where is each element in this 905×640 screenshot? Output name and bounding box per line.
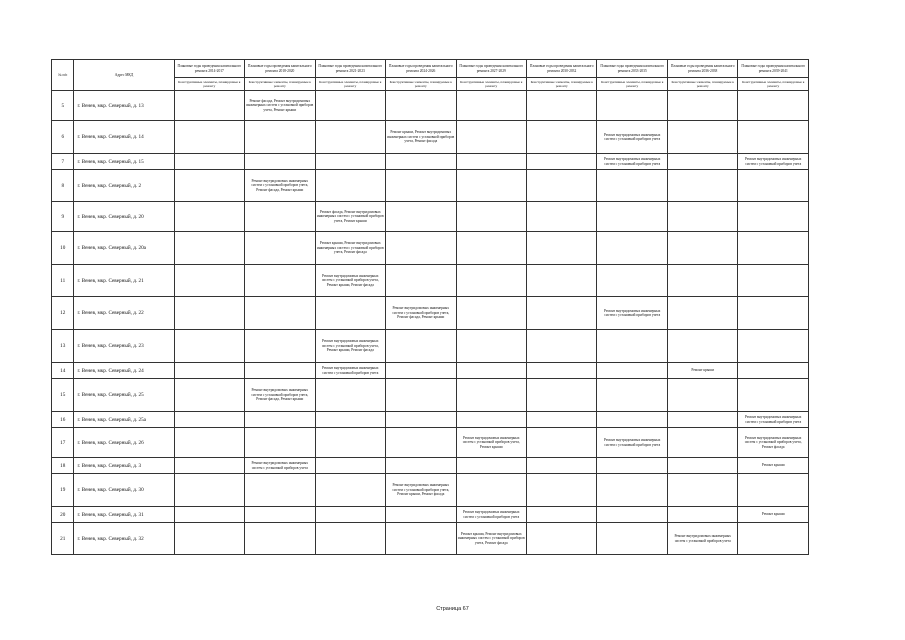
repair-cell bbox=[456, 91, 526, 121]
repair-cell bbox=[386, 428, 456, 458]
repair-cell: Ремонт внутридомовых инженерных систем с установкой приборов учета bbox=[738, 154, 809, 170]
repair-cell bbox=[527, 202, 597, 232]
repair-cell bbox=[386, 458, 456, 474]
row-number: 9 bbox=[52, 202, 74, 232]
repair-cell bbox=[527, 297, 597, 330]
repair-cell bbox=[456, 232, 526, 265]
repair-cell bbox=[456, 297, 526, 330]
row-address: г. Венев, мкр. Северный, д. 20 bbox=[74, 202, 174, 232]
repair-cell bbox=[245, 121, 315, 154]
subheader-cell: Конструктивные элементы, планируемые к ремонту bbox=[315, 78, 385, 91]
repair-cell bbox=[456, 379, 526, 412]
repair-cell: Ремонт внутридомовых инженерных систем с установкой приборов учета bbox=[667, 523, 737, 555]
repair-cell bbox=[456, 265, 526, 297]
row-address: г. Венев, мкр. Северный, д. 25 bbox=[74, 379, 174, 412]
repair-cell bbox=[456, 474, 526, 507]
repair-cell bbox=[456, 412, 526, 428]
repair-cell bbox=[174, 412, 244, 428]
repair-cell bbox=[667, 507, 737, 523]
table-row bbox=[52, 458, 809, 474]
table-row bbox=[52, 121, 809, 154]
repair-cell bbox=[174, 121, 244, 154]
repair-cell bbox=[738, 330, 809, 363]
repair-cell bbox=[597, 330, 667, 363]
repair-cell bbox=[667, 412, 737, 428]
repair-cell bbox=[667, 121, 737, 154]
repair-cell bbox=[386, 379, 456, 412]
repair-cell bbox=[667, 297, 737, 330]
repair-cell: Ремонт внутридомовых инженерных систем с установкой приборов учета, Ремонт фасада, Ремонт крыши bbox=[386, 297, 456, 330]
repair-cell bbox=[174, 330, 244, 363]
header-period: Плановые годы проведения капитального ремонта 2014-2017 bbox=[174, 60, 244, 78]
header-period: Плановые годы проведения капитального ремонта 2024-2026 bbox=[386, 60, 456, 78]
repair-cell bbox=[174, 458, 244, 474]
table-row bbox=[52, 412, 809, 428]
row-address: г. Венев, мкр. Северный, д. 21 bbox=[74, 265, 174, 297]
repair-cell bbox=[667, 265, 737, 297]
repair-cell bbox=[527, 363, 597, 379]
repair-cell bbox=[456, 202, 526, 232]
row-number: 19 bbox=[52, 474, 74, 507]
subheader-cell: Конструктивные элементы, планируемые к ремонту bbox=[174, 78, 244, 91]
repair-cell: Ремонт внутридомовых инженерных систем с установкой приборов учета, Ремонт фасада, Ремонт крыши bbox=[245, 170, 315, 202]
repair-cell bbox=[315, 412, 385, 428]
repair-cell bbox=[245, 412, 315, 428]
row-number: 6 bbox=[52, 121, 74, 154]
repair-cell bbox=[597, 474, 667, 507]
repair-cell bbox=[667, 428, 737, 458]
row-number: 16 bbox=[52, 412, 74, 428]
repair-cell: Ремонт внутридомовых инженерных систем с установкой приборов учета bbox=[597, 121, 667, 154]
repair-cell: Ремонт внутридомовых инженерных систем с установкой приборов учета bbox=[738, 412, 809, 428]
repair-cell bbox=[174, 379, 244, 412]
repair-cell bbox=[667, 232, 737, 265]
table-row bbox=[52, 523, 809, 555]
table-row bbox=[52, 91, 809, 121]
repair-cell bbox=[386, 507, 456, 523]
row-address: г. Венев, мкр. Северный, д. 13 bbox=[74, 91, 174, 121]
subheader-cell: Конструктивные элементы, планируемые к ремонту bbox=[597, 78, 667, 91]
repair-cell bbox=[456, 121, 526, 154]
repair-cell bbox=[527, 265, 597, 297]
repair-cell bbox=[597, 202, 667, 232]
repair-cell bbox=[174, 232, 244, 265]
row-address: г. Венев, мкр. Северный, д. 20а bbox=[74, 232, 174, 265]
table-row bbox=[52, 154, 809, 170]
row-number: 17 bbox=[52, 428, 74, 458]
repair-cell bbox=[667, 154, 737, 170]
repair-cell: Ремонт крыши, Ремонт внутридомовых инженерных систем с установкой приборов учета, Ремонт фасада bbox=[386, 121, 456, 154]
repair-cell bbox=[527, 474, 597, 507]
row-address: г. Венев, мкр. Северный, д. 14 bbox=[74, 121, 174, 154]
subheader-cell: Конструктивные элементы, планируемые к ремонту bbox=[527, 78, 597, 91]
page-number: Страница 67 bbox=[436, 606, 469, 612]
repair-cell bbox=[386, 412, 456, 428]
repair-cell bbox=[315, 297, 385, 330]
subheader-cell: Конструктивные элементы, планируемые к ремонту bbox=[738, 78, 809, 91]
repair-cell: Ремонт крыши, Ремонт внутридомовых инженерных систем с установкой приборов учета, Ремонт фасада bbox=[315, 232, 385, 265]
repair-cell bbox=[174, 170, 244, 202]
repair-cell bbox=[527, 428, 597, 458]
repair-cell bbox=[597, 379, 667, 412]
repair-cell bbox=[315, 121, 385, 154]
subheader-cell: Конструктивные элементы, планируемые к ремонту bbox=[456, 78, 526, 91]
header-row bbox=[52, 60, 809, 78]
repair-cell bbox=[386, 363, 456, 379]
row-address: г. Венев, мкр. Северный, д. 30 bbox=[74, 474, 174, 507]
repair-cell: Ремонт крыши bbox=[738, 507, 809, 523]
table-row bbox=[52, 297, 809, 330]
repair-cell bbox=[456, 363, 526, 379]
repair-cell bbox=[738, 170, 809, 202]
repair-cell bbox=[738, 363, 809, 379]
subheader-cell: Конструктивные элементы, планируемые к ремонту bbox=[667, 78, 737, 91]
repair-cell bbox=[667, 330, 737, 363]
repair-cell bbox=[527, 232, 597, 265]
table-row bbox=[52, 379, 809, 412]
repair-cell: Ремонт внутридомовых инженерных систем с установкой приборов учета bbox=[245, 458, 315, 474]
repair-cell bbox=[174, 297, 244, 330]
repair-cell bbox=[245, 428, 315, 458]
repair-cell bbox=[245, 265, 315, 297]
repair-cell bbox=[527, 330, 597, 363]
repair-cell bbox=[597, 523, 667, 555]
repair-cell bbox=[315, 379, 385, 412]
repair-cell bbox=[597, 412, 667, 428]
row-number: 18 bbox=[52, 458, 74, 474]
repair-cell bbox=[456, 154, 526, 170]
repair-cell bbox=[738, 202, 809, 232]
row-number: 21 bbox=[52, 523, 74, 555]
repair-cell bbox=[386, 202, 456, 232]
repair-cell bbox=[245, 154, 315, 170]
table-body bbox=[52, 91, 809, 555]
repair-cell bbox=[527, 121, 597, 154]
header-period: Плановые годы проведения капитального ремонта 2027-2029 bbox=[456, 60, 526, 78]
row-number: 10 bbox=[52, 232, 74, 265]
repair-cell bbox=[386, 265, 456, 297]
repair-cell bbox=[738, 523, 809, 555]
repair-cell bbox=[174, 523, 244, 555]
repair-cell: Ремонт внутридомовых инженерных систем с установкой приборов учета, Ремонт фасада, Ремонт крыши bbox=[245, 379, 315, 412]
subheader-cell: Конструктивные элементы, планируемые к ремонту bbox=[245, 78, 315, 91]
repair-cell bbox=[245, 363, 315, 379]
repair-cell bbox=[738, 121, 809, 154]
repair-cell bbox=[386, 523, 456, 555]
repair-cell bbox=[174, 154, 244, 170]
repair-cell bbox=[667, 474, 737, 507]
row-address: г. Венев, мкр. Северный, д. 2 bbox=[74, 170, 174, 202]
repair-cell bbox=[386, 154, 456, 170]
table-row bbox=[52, 474, 809, 507]
table-row bbox=[52, 363, 809, 379]
repair-cell bbox=[245, 297, 315, 330]
repair-cell bbox=[527, 91, 597, 121]
repair-cell: Ремонт фасада, Ремонт внутридомовых инженерных систем с установкой приборов учета, Ремонт крыши bbox=[245, 91, 315, 121]
table-row bbox=[52, 170, 809, 202]
repair-cell: Ремонт внутридомовых инженерных систем с установкой приборов учета, Ремонт крыши, Ремонт фасада bbox=[315, 330, 385, 363]
header-period: Плановые годы проведения капитального ремонта 2030-2032 bbox=[527, 60, 597, 78]
repair-cell bbox=[386, 232, 456, 265]
repair-cell bbox=[174, 474, 244, 507]
repair-cell: Ремонт внутридомовых инженерных систем с установкой приборов учета, Ремонт крыши bbox=[456, 428, 526, 458]
repair-cell bbox=[527, 170, 597, 202]
repair-cell bbox=[174, 265, 244, 297]
row-number: 8 bbox=[52, 170, 74, 202]
row-number: 11 bbox=[52, 265, 74, 297]
table-row bbox=[52, 507, 809, 523]
header-period: Плановые годы проведения капитального ремонта 2036-2038 bbox=[667, 60, 737, 78]
row-number: 20 bbox=[52, 507, 74, 523]
repair-cell: Ремонт внутридомовых инженерных систем с установкой приборов учета, Ремонт фасада bbox=[738, 428, 809, 458]
repair-cell bbox=[597, 507, 667, 523]
table-row bbox=[52, 202, 809, 232]
repair-cell bbox=[174, 363, 244, 379]
repair-cell bbox=[667, 91, 737, 121]
repair-cell bbox=[456, 170, 526, 202]
repair-cell bbox=[597, 232, 667, 265]
row-address: г. Венев, мкр. Северный, д. 24 bbox=[74, 363, 174, 379]
repair-cell bbox=[245, 232, 315, 265]
table-row bbox=[52, 330, 809, 363]
row-number: 7 bbox=[52, 154, 74, 170]
repair-cell bbox=[527, 412, 597, 428]
repair-cell: Ремонт крыши bbox=[667, 363, 737, 379]
repair-cell bbox=[527, 507, 597, 523]
repair-cell: Ремонт внутридомовых инженерных систем с установкой приборов учета, Ремонт крыши, Ремонт фасада bbox=[315, 265, 385, 297]
header-period: Плановые годы проведения капитального ремонта 2039-2041 bbox=[738, 60, 809, 78]
header-period: Плановые годы проведения капитального ремонта 2018-2020 bbox=[245, 60, 315, 78]
repair-cell: Ремонт фасада, Ремонт внутридомовых инженерных систем с установкой приборов учета, Ремонт крыши bbox=[315, 202, 385, 232]
repair-cell bbox=[315, 428, 385, 458]
table-row bbox=[52, 265, 809, 297]
row-number: 14 bbox=[52, 363, 74, 379]
capital-repair-table bbox=[51, 59, 809, 555]
repair-cell bbox=[174, 91, 244, 121]
repair-cell bbox=[245, 474, 315, 507]
repair-cell bbox=[386, 91, 456, 121]
repair-cell bbox=[667, 458, 737, 474]
table-row bbox=[52, 232, 809, 265]
repair-cell bbox=[738, 91, 809, 121]
repair-cell bbox=[456, 458, 526, 474]
repair-cell: Ремонт внутридомовых инженерных систем с установкой приборов учета bbox=[315, 363, 385, 379]
repair-cell bbox=[597, 170, 667, 202]
repair-cell bbox=[667, 379, 737, 412]
repair-cell: Ремонт крыши, Ремонт внутридомовых инженерных систем с установкой приборов учета, Ремонт фасада bbox=[456, 523, 526, 555]
repair-cell bbox=[315, 523, 385, 555]
repair-cell bbox=[174, 428, 244, 458]
repair-cell bbox=[315, 91, 385, 121]
repair-cell bbox=[386, 170, 456, 202]
repair-cell bbox=[456, 330, 526, 363]
repair-cell bbox=[245, 202, 315, 232]
row-address: г. Венев, мкр. Северный, д. 15 bbox=[74, 154, 174, 170]
header-address: Адрес МКД bbox=[74, 60, 174, 91]
repair-cell bbox=[527, 458, 597, 474]
header-period: Плановые годы проведения капитального ремонта 2033-2035 bbox=[597, 60, 667, 78]
repair-cell bbox=[738, 265, 809, 297]
repair-cell bbox=[527, 379, 597, 412]
row-address: г. Венев, мкр. Северный, д. 31 bbox=[74, 507, 174, 523]
header-period: Плановые годы проведения капитального ремонта 2021-2023 bbox=[315, 60, 385, 78]
table-row bbox=[52, 428, 809, 458]
repair-cell: Ремонт внутридомовых инженерных систем с установкой приборов учета, Ремонт крыши, Ремонт фасада bbox=[386, 474, 456, 507]
repair-cell bbox=[315, 458, 385, 474]
repair-cell bbox=[315, 154, 385, 170]
repair-cell bbox=[174, 202, 244, 232]
row-address: г. Венев, мкр. Северный, д. 25а bbox=[74, 412, 174, 428]
row-address: г. Венев, мкр. Северный, д. 22 bbox=[74, 297, 174, 330]
row-address: г. Венев, мкр. Северный, д. 3 bbox=[74, 458, 174, 474]
repair-cell bbox=[667, 170, 737, 202]
repair-cell bbox=[527, 154, 597, 170]
repair-cell bbox=[315, 474, 385, 507]
header-num: № п/п bbox=[52, 60, 74, 91]
repair-cell: Ремонт внутридомовых инженерных систем с установкой приборов учета bbox=[597, 154, 667, 170]
row-address: г. Венев, мкр. Северный, д. 26 bbox=[74, 428, 174, 458]
repair-cell bbox=[597, 265, 667, 297]
row-number: 12 bbox=[52, 297, 74, 330]
repair-cell bbox=[738, 474, 809, 507]
row-number: 15 bbox=[52, 379, 74, 412]
repair-cell bbox=[738, 232, 809, 265]
repair-cell bbox=[597, 91, 667, 121]
repair-cell: Ремонт внутридомовых инженерных систем с установкой приборов учета bbox=[456, 507, 526, 523]
repair-cell bbox=[245, 523, 315, 555]
repair-cell: Ремонт крыши bbox=[738, 458, 809, 474]
repair-cell bbox=[667, 202, 737, 232]
repair-cell bbox=[245, 330, 315, 363]
repair-cell bbox=[174, 507, 244, 523]
row-address: г. Венев, мкр. Северный, д. 32 bbox=[74, 523, 174, 555]
subheader-cell: Конструктивные элементы, планируемые к ремонту bbox=[386, 78, 456, 91]
row-number: 13 bbox=[52, 330, 74, 363]
repair-cell: Ремонт внутридомовых инженерных систем с установкой приборов учета bbox=[597, 428, 667, 458]
repair-cell: Ремонт внутридомовых инженерных систем с установкой приборов учета bbox=[597, 297, 667, 330]
repair-cell bbox=[738, 297, 809, 330]
row-number: 5 bbox=[52, 91, 74, 121]
repair-cell bbox=[527, 523, 597, 555]
repair-cell bbox=[597, 363, 667, 379]
row-address: г. Венев, мкр. Северный, д. 23 bbox=[74, 330, 174, 363]
repair-cell bbox=[386, 330, 456, 363]
repair-cell bbox=[597, 458, 667, 474]
repair-cell bbox=[245, 507, 315, 523]
repair-cell bbox=[738, 379, 809, 412]
repair-cell bbox=[315, 170, 385, 202]
repair-cell bbox=[315, 507, 385, 523]
